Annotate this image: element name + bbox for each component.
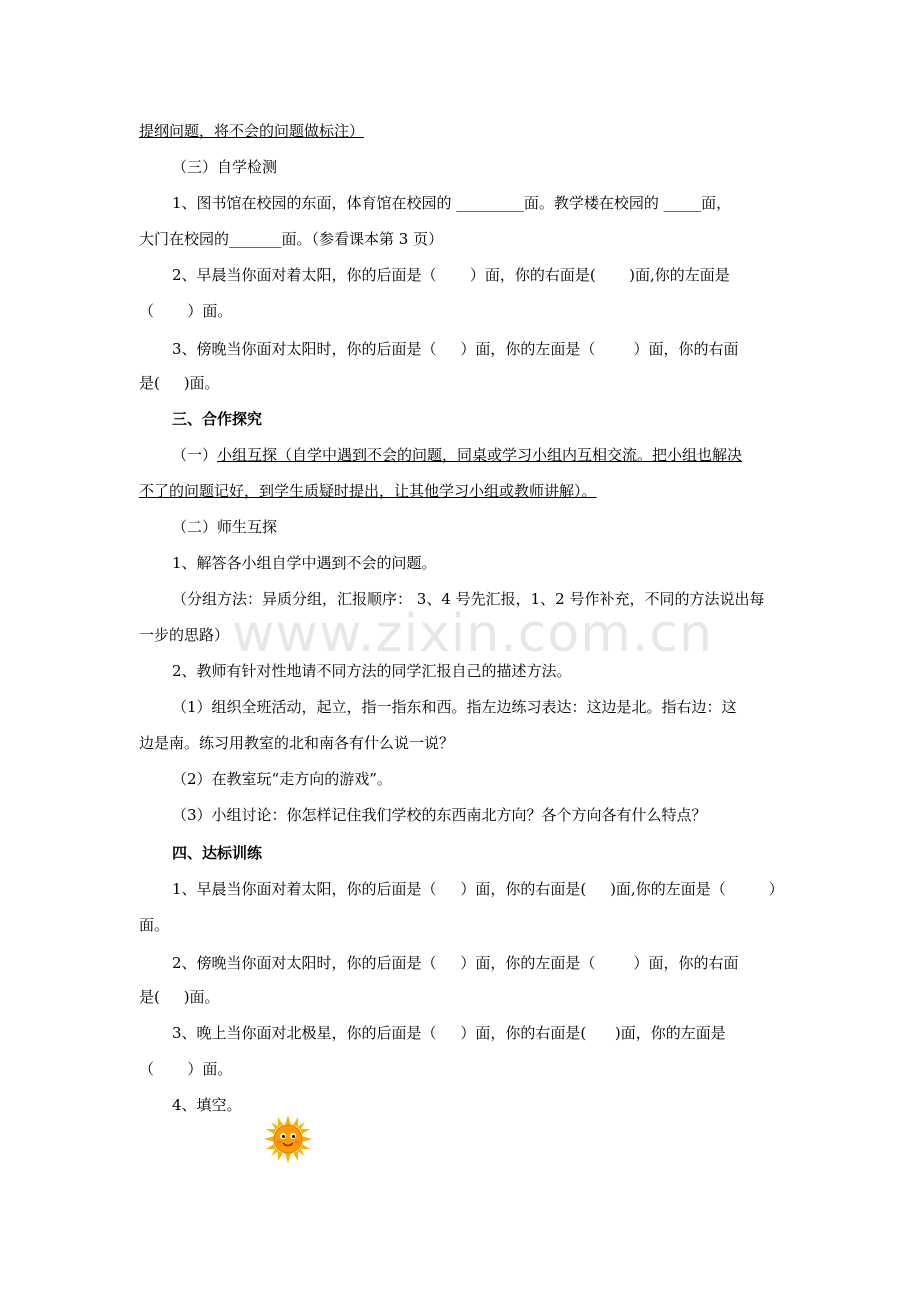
practice-q3-line2: （ ）面。 <box>139 1060 233 1078</box>
subheading-self-test: （三）自学检测 <box>172 158 278 176</box>
sun-icon-graphic <box>264 1115 312 1163</box>
grouping-method-line1: （分组方法：异质分组，汇报顺序： 3、4 号先汇报，1、2 号作补充，不同的方法说出每 <box>172 590 765 608</box>
item-1: 1、解答各小组自学中遇到不会的问题。 <box>172 554 437 572</box>
watermark: www.zixin.com.cn <box>232 604 713 664</box>
practice-q3-line1: 3、晚上当你面对北极星，你的后面是（ ）面，你的右面是( )面，你的左面是 <box>172 1024 726 1042</box>
practice-q1-line2: 面。 <box>139 916 170 934</box>
activity-3: （3）小组讨论：你怎样记住我们学校的东西南北方向？各个方向各有什么特点？ <box>172 806 707 824</box>
practice-q4: 4、填空。 <box>172 1096 242 1114</box>
q1-line2: 大门在校园的_______面。（参看课本第 3 页） <box>139 230 444 248</box>
q3-line2: 是( )面。 <box>139 374 220 392</box>
practice-q1-line1: 1、早晨当你面对着太阳，你的后面是（ ）面，你的右面是( )面,你的左面是（ ） <box>172 880 784 898</box>
grouping-method-line2: 一步的思路） <box>139 626 230 644</box>
line-outline-note: 提纲问题，将不会的问题做标注） <box>139 122 365 140</box>
activity-1-line2: 边是南。练习用教室的北和南各有什么说一说？ <box>139 734 455 752</box>
section-heading-cooperate: 三、合作探究 <box>172 410 263 428</box>
activity-2: （2）在教室玩“走方向的游戏”。 <box>172 770 392 788</box>
item-2: 2、教师有针对性地请不同方法的同学汇报自己的描述方法。 <box>172 662 572 680</box>
activity-1-line1: （1）组织全班活动，起立，指一指东和西。指左边练习表达：这边是北。指右边：这 <box>172 698 737 716</box>
practice-q2-line2: 是( )面。 <box>139 988 220 1006</box>
group-explore-line1 <box>172 445 742 465</box>
q2-line2: （ ）面。 <box>139 302 233 320</box>
group-explore-text: 小组互探（自学中遇到不会的问题，同桌或学习小组内互相交流。把小组也解决 <box>217 446 743 464</box>
section-heading-practice: 四、达标训练 <box>172 844 263 862</box>
sun-icon <box>264 1115 312 1163</box>
q3-line1: 3、傍晚当你面对太阳时，你的后面是（ ）面，你的左面是（ ）面，你的右面 <box>172 340 739 358</box>
subheading-teacher-student: （二）师生互探 <box>172 518 278 536</box>
group-explore-line2: 不了的问题记好，到学生质疑时提出，让其他学习小组或教师讲解）。 <box>139 482 597 500</box>
group-explore-prefix: （一） <box>172 446 218 464</box>
q1-line1: 1、图书馆在校园的东面，体育馆在校园的 _________面。教学楼在校园的 _____面， <box>172 194 732 212</box>
q2-line1: 2、早晨当你面对着太阳，你的后面是（ ）面，你的右面是( )面,你的左面是 <box>172 266 730 284</box>
practice-q2-line1: 2、傍晚当你面对太阳时，你的后面是（ ）面，你的左面是（ ）面，你的右面 <box>172 954 739 972</box>
